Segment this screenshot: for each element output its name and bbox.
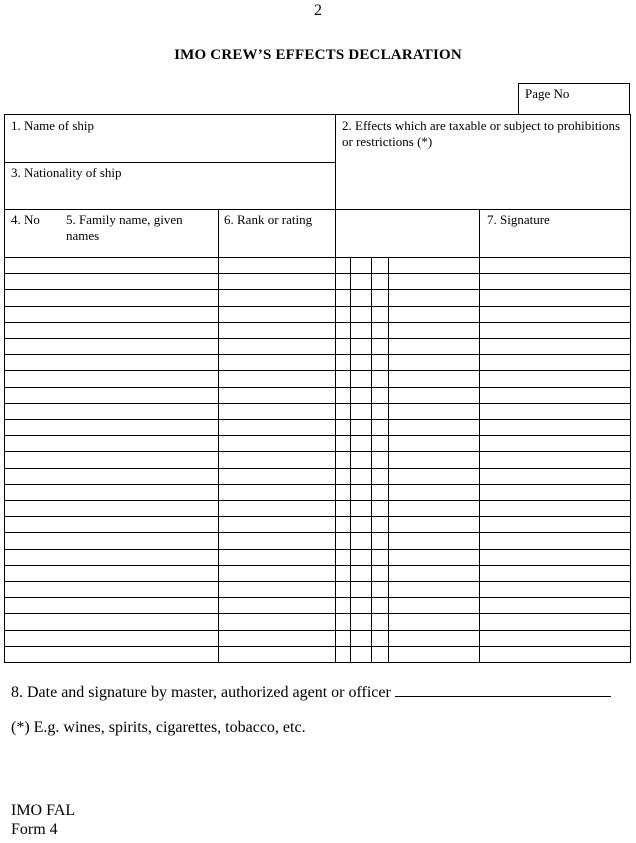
effects-input[interactable] <box>338 152 628 207</box>
table-row[interactable] <box>4 257 630 273</box>
table-row[interactable] <box>4 435 630 451</box>
table-row[interactable] <box>4 387 630 403</box>
table-row[interactable] <box>4 354 630 370</box>
col-header-rank: 6. Rank or rating <box>224 212 313 227</box>
col-header-signature: 7. Signature <box>487 212 550 227</box>
nationality-input[interactable] <box>6 183 333 207</box>
declaration-line <box>11 682 611 702</box>
form-bottom-border <box>4 662 631 663</box>
field-nationality: 3. Nationality of ship <box>11 165 122 180</box>
form-right-border <box>630 114 631 662</box>
table-row[interactable] <box>4 484 630 500</box>
table-row[interactable] <box>4 338 630 354</box>
page-number: 2 <box>314 2 322 19</box>
footnote: (*) E.g. wines, spirits, cigarettes, tobacco, etc. <box>11 719 306 736</box>
crew-table-body <box>4 257 630 662</box>
form-identifier-line2: Form 4 <box>11 821 58 838</box>
table-row[interactable] <box>4 565 630 581</box>
table-row[interactable] <box>4 419 630 435</box>
table-row[interactable] <box>4 613 630 629</box>
table-row[interactable] <box>4 273 630 289</box>
ship-name-divider <box>4 162 335 163</box>
table-row[interactable] <box>4 581 630 597</box>
table-row[interactable] <box>4 516 630 532</box>
table-row[interactable] <box>4 289 630 305</box>
table-row[interactable] <box>4 597 630 613</box>
form-top-border <box>4 114 631 115</box>
table-row[interactable] <box>4 500 630 516</box>
field-effects: 2. Effects which are taxable or subject to prohibitions or restrictions (*) <box>342 118 621 149</box>
header-row-divider <box>4 209 631 210</box>
form-identifier <box>11 801 75 839</box>
col-header-no: 4. No <box>11 212 40 227</box>
table-row[interactable] <box>4 322 630 338</box>
table-row[interactable] <box>4 646 630 662</box>
table-row[interactable] <box>4 549 630 565</box>
table-row[interactable] <box>4 468 630 484</box>
declaration-signature-field[interactable] <box>395 682 611 697</box>
table-row[interactable] <box>4 630 630 646</box>
page-title: IMO CREW’S EFFECTS DECLARATION <box>174 47 462 63</box>
table-row[interactable] <box>4 306 630 322</box>
table-row[interactable] <box>4 451 630 467</box>
table-row[interactable] <box>4 370 630 386</box>
field-name-of-ship: 1. Name of ship <box>11 118 95 133</box>
table-row[interactable] <box>4 532 630 548</box>
col-header-family-name: 5. Family name, given names <box>66 212 183 243</box>
form-identifier-line1: IMO FAL <box>11 802 76 819</box>
declaration-label: 8. Date and signature by master, authorized agent or officer <box>11 684 391 701</box>
table-row[interactable] <box>4 403 630 419</box>
page-no-label: Page No <box>525 86 570 101</box>
name-of-ship-input[interactable] <box>6 136 333 160</box>
